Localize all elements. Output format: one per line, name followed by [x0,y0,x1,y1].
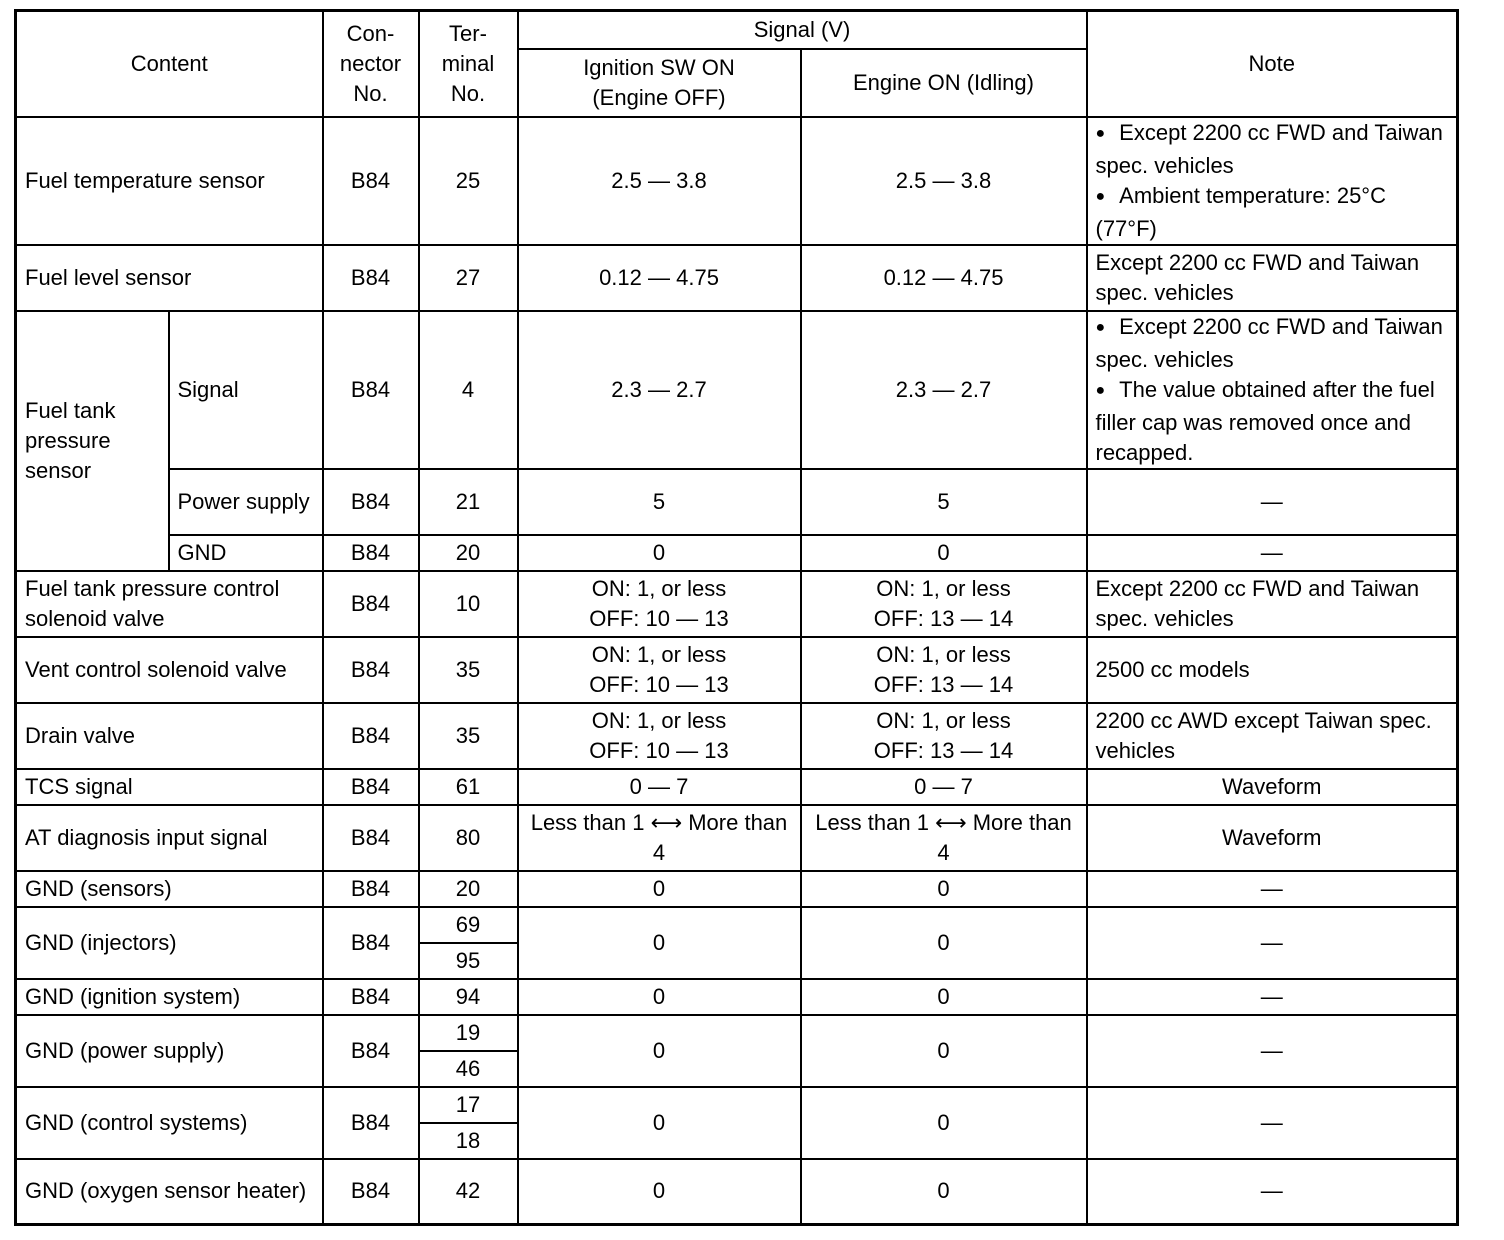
ecm-terminal-table [14,9,1459,1226]
table-row: Vent control solenoid valve B84 35 ON: 1, or less OFF: 10 — 13 ON: 1, or less OFF: 13 — 14 2500 cc models [16,637,1458,703]
table-row: GND (sensors) B84 20 0 0 — [16,871,1458,907]
table-row: Fuel temperature sensor B84 25 2.5 — 3.8 2.5 — 3.8 ● Except 2200 cc FWD and Taiwan spec. vehicles ● Ambient temperature: 25°C (77°F) [16,117,1458,245]
header-engine: Engine ON (Idling) [801,49,1087,117]
table-row: GND (oxygen sensor heater) B84 42 0 0 — [16,1159,1458,1225]
table-row: TCS signal B84 61 0 — 7 0 — 7 Waveform [16,769,1458,805]
table-row: Fuel tank pressure sensor Signal B84 4 2.3 — 2.7 2.3 — 2.7 ● Except 2200 cc FWD and Taiwan spec. vehicles ● The value obtained after the fuel filler cap was removed once and recapped. [16,311,1458,469]
header-content: Content [16,11,323,117]
table-row: GND (control systems) B84 17 0 0 — [16,1087,1458,1123]
table-row: GND B84 20 0 0 — [16,535,1458,571]
table-row: Drain valve B84 35 ON: 1, or less OFF: 10 — 13 ON: 1, or less OFF: 13 — 14 2200 cc AWD except Taiwan spec. vehicles [16,703,1458,769]
table-row: 18 [16,1123,1458,1159]
table-row: GND (ignition system) B84 94 0 0 — [16,979,1458,1015]
note-cell: ● Except 2200 cc FWD and Taiwan spec. vehicles ● Ambient temperature: 25°C (77°F) [1087,117,1458,245]
header-terminal: Ter- minal No. [419,11,518,117]
table-row: GND (power supply) B84 19 0 0 — [16,1015,1458,1051]
note-cell: ● Except 2200 cc FWD and Taiwan spec. vehicles ● The value obtained after the fuel filler cap was removed once and recapped. [1087,311,1458,469]
header-signal: Signal (V) [518,11,1087,49]
group-label: Fuel tank pressure sensor [16,311,169,571]
table-row: AT diagnosis input signal B84 80 Less than 1 ⟷ More than 4 Less than 1 ⟷ More than 4 Waveform [16,805,1458,871]
table-row: 95 [16,943,1458,979]
table-row: Fuel tank pressure control solenoid valve B84 10 ON: 1, or less OFF: 10 — 13 ON: 1, or less OFF: 13 — 14 Except 2200 cc FWD and Taiwan spec. vehicles [16,571,1458,637]
table-row: Fuel level sensor B84 27 0.12 — 4.75 0.12 — 4.75 Except 2200 cc FWD and Taiwan spec. vehicles [16,245,1458,311]
header-note: Note [1087,11,1458,117]
table-row: 46 [16,1051,1458,1087]
table-row: GND (injectors) B84 69 0 0 — [16,907,1458,943]
header-connector: Con- nector No. [323,11,419,117]
table-row: Power supply B84 21 5 5 — [16,469,1458,535]
header-ignition: Ignition SW ON (Engine OFF) [518,49,801,117]
